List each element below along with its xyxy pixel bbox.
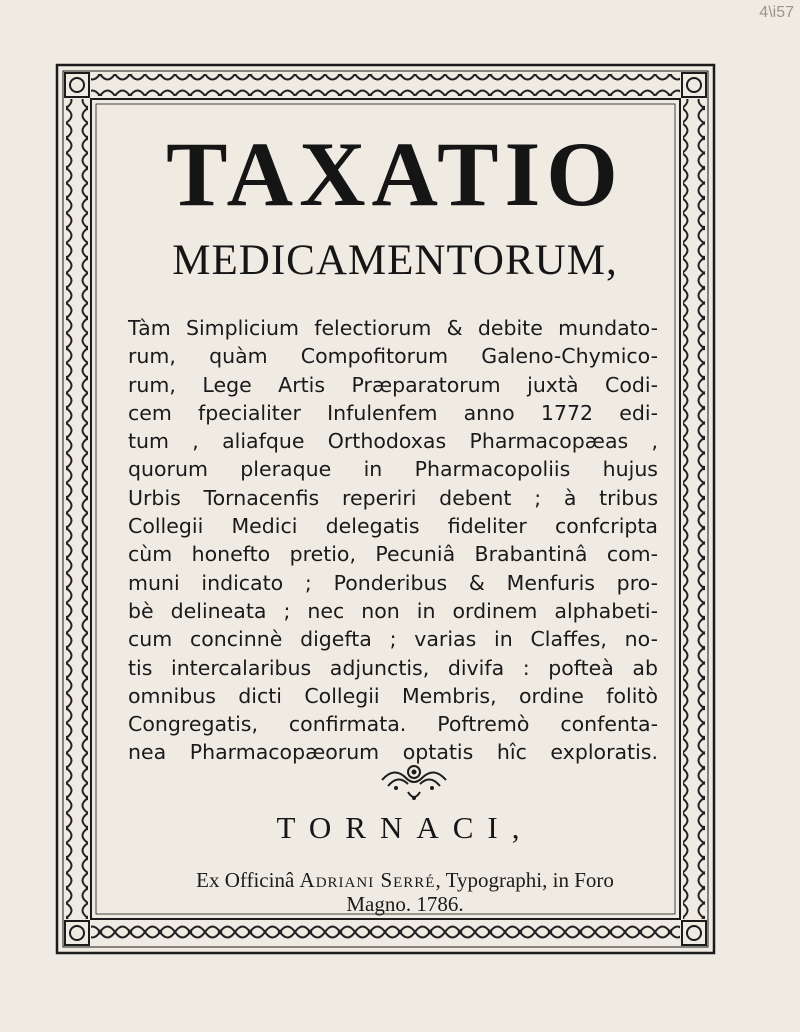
imprint-suffix: , Typographi, in Foro <box>435 868 614 892</box>
page-subtitle: MEDICAMENTORUM, <box>172 237 618 284</box>
fleuron-ornament-icon <box>378 758 450 806</box>
imprint <box>120 868 690 916</box>
text-line: Urbis Tornacenfis reperiri debent ; à tribus <box>128 485 658 510</box>
page-title: TAXATIO <box>166 123 624 225</box>
text-line: cùm honefto pretio, Pecuniâ Brabantinâ com- <box>128 542 658 567</box>
text-line: tum , aliafque Orthodoxas Pharmacopæas , <box>128 429 658 454</box>
text-line: rum, Lege Artis Præparatorum juxtà Codi- <box>128 372 658 397</box>
text-line: Congregatis, confirmata. Poftremò confenta- <box>128 712 658 737</box>
text-line: muni indicato ; Ponderibus & Menfuris pro- <box>128 570 658 595</box>
text-line: omnibus dicti Collegii Membris, ordine folitò <box>128 683 658 708</box>
text-line: bè delineata ; nec non in ordinem alphabeti- <box>128 598 658 623</box>
text-line: cum concinnè digefta ; varias in Claffes, no- <box>128 627 658 652</box>
imprint-line-2: Magno. 1786. <box>346 892 464 916</box>
text-line: nea Pharmacopæorum optatis hîc exploratis. <box>128 740 658 765</box>
imprint-prefix: Ex Officinâ <box>196 868 300 892</box>
imprint-line-1 <box>120 868 690 892</box>
title-description <box>128 314 658 767</box>
text-line: cem fpecialiter Infulenfem anno 1772 edi- <box>128 400 658 425</box>
place-of-publication: TORNACI, <box>276 810 534 845</box>
text-line: rum, quàm Compofitorum Galeno-Chymico- <box>128 344 658 369</box>
text-line: quorum pleraque in Pharmacopoliis hujus <box>128 457 658 482</box>
printer-name: Adriani Serré <box>299 868 436 892</box>
text-line: Collegii Medici delegatis fideliter confcripta <box>128 514 658 539</box>
archive-shelfmark: 4\i57 <box>759 4 794 21</box>
text-line: tis intercalaribus adjunctis, divifa : pofteà ab <box>128 655 658 680</box>
text-line: Tàm Simplicium felectiorum & debite mundato- <box>128 316 658 340</box>
